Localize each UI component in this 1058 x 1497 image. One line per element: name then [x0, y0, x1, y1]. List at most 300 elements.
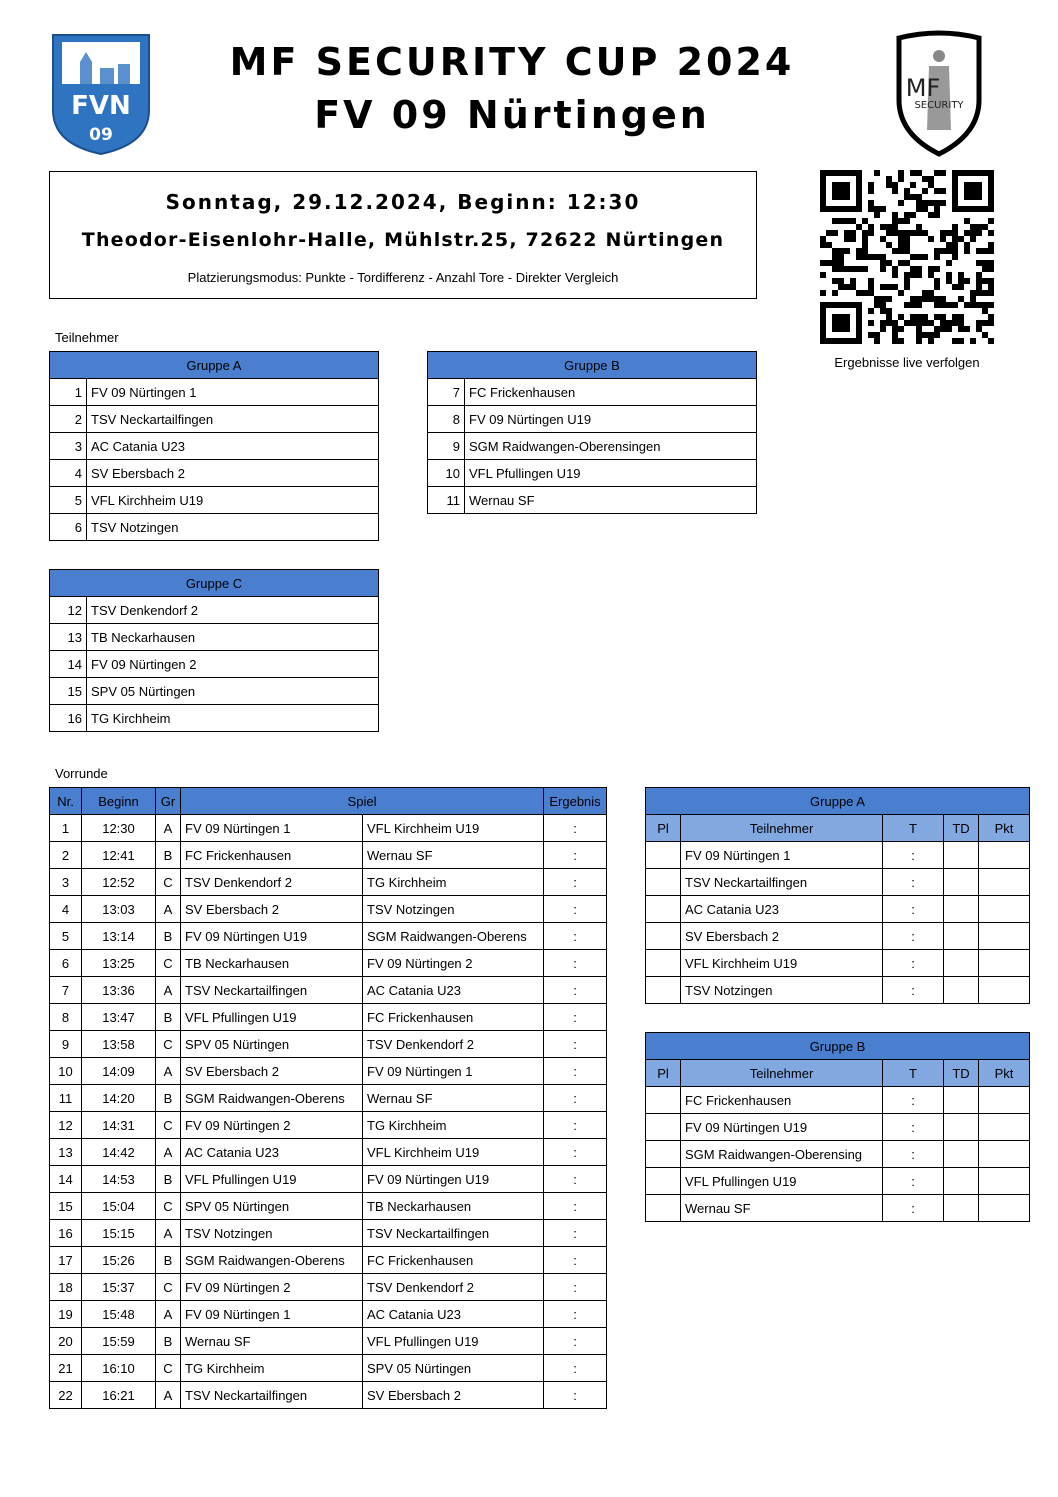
standings-row [646, 896, 1030, 923]
table-row [50, 705, 379, 732]
match-row [50, 815, 607, 842]
table-row [428, 433, 757, 460]
standings-a-header: Gruppe A [646, 788, 1030, 815]
match-row [50, 1328, 607, 1355]
match-time: 14:09 [82, 1058, 156, 1085]
team-name: FC Frickenhausen [465, 379, 757, 406]
match-time: 13:47 [82, 1004, 156, 1031]
team-name: VFL Pfullingen U19 [465, 460, 757, 487]
match-result[interactable]: : [544, 1220, 607, 1247]
vorrunde-label: Vorrunde [55, 766, 108, 781]
match-group: A [156, 1220, 181, 1247]
match-row [50, 923, 607, 950]
standings-row [646, 923, 1030, 950]
match-row [50, 950, 607, 977]
standings-pkt [979, 1168, 1030, 1195]
standings-td [944, 1141, 979, 1168]
match-away-team: SGM Raidwangen-Oberens [363, 923, 544, 950]
match-nr: 10 [50, 1058, 82, 1085]
standings-td [944, 923, 979, 950]
match-row [50, 1301, 607, 1328]
match-result[interactable]: : [544, 815, 607, 842]
col-pkt: Pkt [979, 815, 1030, 842]
match-nr: 12 [50, 1112, 82, 1139]
table-row [50, 678, 379, 705]
standings-goals: : [883, 1141, 944, 1168]
team-nr: 6 [50, 514, 87, 541]
standings-row [646, 1114, 1030, 1141]
match-home-team: FV 09 Nürtingen 2 [181, 1112, 363, 1139]
match-row [50, 1193, 607, 1220]
match-time: 15:48 [82, 1301, 156, 1328]
col-teilnehmer: Teilnehmer [681, 1060, 883, 1087]
standings-goals: : [883, 977, 944, 1004]
standings-team: TSV Notzingen [681, 977, 883, 1004]
match-nr: 1 [50, 815, 82, 842]
team-name: TB Neckarhausen [87, 624, 379, 651]
standings-goals: : [883, 896, 944, 923]
match-nr: 21 [50, 1355, 82, 1382]
standings-team: Wernau SF [681, 1195, 883, 1222]
table-row [428, 406, 757, 433]
table-row [50, 460, 379, 487]
team-name: TG Kirchheim [87, 705, 379, 732]
match-home-team: FV 09 Nürtingen 2 [181, 1274, 363, 1301]
group-b-header: Gruppe B [428, 352, 757, 379]
standings-row [646, 1141, 1030, 1168]
team-name: FV 09 Nürtingen 2 [87, 651, 379, 678]
match-time: 12:30 [82, 815, 156, 842]
team-nr: 12 [50, 597, 87, 624]
qr-caption: Ergebnisse live verfolgen [834, 355, 980, 370]
match-time: 13:25 [82, 950, 156, 977]
match-time: 15:26 [82, 1247, 156, 1274]
match-away-team: VFL Kirchheim U19 [363, 1139, 544, 1166]
standings-pkt [979, 896, 1030, 923]
match-away-team: SV Ebersbach 2 [363, 1382, 544, 1409]
standings-row [646, 1195, 1030, 1222]
table-row [50, 597, 379, 624]
match-row [50, 1274, 607, 1301]
table-row [428, 460, 757, 487]
match-home-team: TSV Notzingen [181, 1220, 363, 1247]
match-row [50, 1085, 607, 1112]
match-group: C [156, 1193, 181, 1220]
match-result[interactable]: : [544, 1058, 607, 1085]
standings-goals: : [883, 1087, 944, 1114]
match-home-team: FV 09 Nürtingen 1 [181, 815, 363, 842]
standings-td [944, 842, 979, 869]
event-date: Sonntag, 29.12.2024, Beginn: 12:30 [165, 190, 641, 214]
mf-logo-text: MF [905, 74, 941, 102]
match-away-team: Wernau SF [363, 1085, 544, 1112]
match-away-team: Wernau SF [363, 842, 544, 869]
match-row [50, 1220, 607, 1247]
team-name: FV 09 Nürtingen 1 [87, 379, 379, 406]
match-row [50, 1031, 607, 1058]
standings-group-a [645, 787, 1030, 1004]
col-spiel: Spiel [181, 788, 544, 815]
team-nr: 11 [428, 487, 465, 514]
match-away-team: SPV 05 Nürtingen [363, 1355, 544, 1382]
standings-td [944, 869, 979, 896]
match-away-team: FV 09 Nürtingen U19 [363, 1166, 544, 1193]
match-schedule-table [49, 787, 607, 1409]
match-nr: 20 [50, 1328, 82, 1355]
table-row [50, 487, 379, 514]
standings-pkt [979, 1141, 1030, 1168]
standings-pl [646, 977, 681, 1004]
match-row [50, 1004, 607, 1031]
match-home-team: SPV 05 Nürtingen [181, 1193, 363, 1220]
match-result[interactable]: : [544, 977, 607, 1004]
team-nr: 3 [50, 433, 87, 460]
standings-group-b [645, 1032, 1030, 1222]
standings-pkt [979, 842, 1030, 869]
match-group: B [156, 1004, 181, 1031]
group-a-header: Gruppe A [50, 352, 379, 379]
match-result[interactable]: : [544, 1139, 607, 1166]
match-nr: 8 [50, 1004, 82, 1031]
match-nr: 18 [50, 1274, 82, 1301]
participants-label: Teilnehmer [55, 330, 119, 345]
match-result[interactable]: : [544, 923, 607, 950]
standings-pl [646, 1195, 681, 1222]
match-time: 12:41 [82, 842, 156, 869]
match-home-team: TSV Neckartailfingen [181, 1382, 363, 1409]
table-row [428, 487, 757, 514]
standings-pkt [979, 923, 1030, 950]
match-home-team: FV 09 Nürtingen U19 [181, 923, 363, 950]
match-nr: 15 [50, 1193, 82, 1220]
match-nr: 9 [50, 1031, 82, 1058]
standings-row [646, 977, 1030, 1004]
standings-td [944, 1114, 979, 1141]
match-home-team: SV Ebersbach 2 [181, 896, 363, 923]
match-nr: 4 [50, 896, 82, 923]
match-nr: 2 [50, 842, 82, 869]
standings-pkt [979, 1087, 1030, 1114]
table-row [50, 379, 379, 406]
match-group: B [156, 842, 181, 869]
participants-group-b [427, 351, 757, 514]
team-name: VFL Kirchheim U19 [87, 487, 379, 514]
event-venue: Theodor-Eisenlohr-Halle, Mühlstr.25, 72622 Nürtingen [81, 229, 725, 251]
standings-pl [646, 869, 681, 896]
standings-goals: : [883, 923, 944, 950]
col-pl: Pl [646, 815, 681, 842]
match-home-team: AC Catania U23 [181, 1139, 363, 1166]
standings-goals: : [883, 950, 944, 977]
event-info-box [49, 171, 757, 299]
match-row [50, 1058, 607, 1085]
match-home-team: SV Ebersbach 2 [181, 1058, 363, 1085]
match-result[interactable]: : [544, 1085, 607, 1112]
group-c-header: Gruppe C [50, 570, 379, 597]
mf-security-shield-icon [893, 30, 985, 158]
match-group: C [156, 1274, 181, 1301]
match-nr: 11 [50, 1085, 82, 1112]
match-group: A [156, 815, 181, 842]
col-td: TD [944, 1060, 979, 1087]
match-group: A [156, 1382, 181, 1409]
match-group: A [156, 1139, 181, 1166]
standings-pl [646, 842, 681, 869]
match-home-team: SGM Raidwangen-Oberens [181, 1085, 363, 1112]
standings-goals: : [883, 1114, 944, 1141]
standings-pl [646, 1168, 681, 1195]
match-away-team: TSV Notzingen [363, 896, 544, 923]
match-row [50, 869, 607, 896]
team-name: TSV Neckartailfingen [87, 406, 379, 433]
table-row [428, 379, 757, 406]
table-row [50, 433, 379, 460]
standings-pl [646, 896, 681, 923]
match-row [50, 1382, 607, 1409]
match-nr: 17 [50, 1247, 82, 1274]
match-home-team: SPV 05 Nürtingen [181, 1031, 363, 1058]
match-result[interactable]: : [544, 842, 607, 869]
match-home-team: TG Kirchheim [181, 1355, 363, 1382]
match-away-team: TB Neckarhausen [363, 1193, 544, 1220]
fvn-logo-number: 09 [89, 125, 113, 145]
match-row [50, 1112, 607, 1139]
match-row [50, 842, 607, 869]
standings-td [944, 1195, 979, 1222]
match-result[interactable]: : [544, 1031, 607, 1058]
match-result[interactable]: : [544, 1112, 607, 1139]
match-time: 14:53 [82, 1166, 156, 1193]
standings-b-header: Gruppe B [646, 1033, 1030, 1060]
col-t: T [883, 815, 944, 842]
standings-pkt [979, 1195, 1030, 1222]
match-away-team: TSV Neckartailfingen [363, 1220, 544, 1247]
table-row [50, 406, 379, 433]
standings-row [646, 869, 1030, 896]
match-home-team: TSV Denkendorf 2 [181, 869, 363, 896]
standings-team: TSV Neckartailfingen [681, 869, 883, 896]
col-td: TD [944, 815, 979, 842]
standings-td [944, 896, 979, 923]
standings-pl [646, 1141, 681, 1168]
team-name: TSV Denkendorf 2 [87, 597, 379, 624]
match-nr: 16 [50, 1220, 82, 1247]
match-row [50, 896, 607, 923]
match-time: 13:14 [82, 923, 156, 950]
match-home-team: SGM Raidwangen-Oberens [181, 1247, 363, 1274]
team-name: SV Ebersbach 2 [87, 460, 379, 487]
match-group: A [156, 1058, 181, 1085]
match-group: B [156, 1085, 181, 1112]
standings-pkt [979, 950, 1030, 977]
match-nr: 3 [50, 869, 82, 896]
match-away-team: FC Frickenhausen [363, 1247, 544, 1274]
col-pl: Pl [646, 1060, 681, 1087]
match-nr: 13 [50, 1139, 82, 1166]
match-away-team: AC Catania U23 [363, 1301, 544, 1328]
standings-td [944, 1087, 979, 1114]
match-time: 14:31 [82, 1112, 156, 1139]
team-nr: 15 [50, 678, 87, 705]
table-row [50, 624, 379, 651]
standings-team: SGM Raidwangen-Oberensing [681, 1141, 883, 1168]
team-nr: 10 [428, 460, 465, 487]
standings-goals: : [883, 1195, 944, 1222]
standings-row [646, 1168, 1030, 1195]
match-row [50, 977, 607, 1004]
match-time: 14:20 [82, 1085, 156, 1112]
match-home-team: VFL Pfullingen U19 [181, 1166, 363, 1193]
standings-team: FV 09 Nürtingen U19 [681, 1114, 883, 1141]
standings-row [646, 842, 1030, 869]
team-nr: 9 [428, 433, 465, 460]
match-away-team: FV 09 Nürtingen 1 [363, 1058, 544, 1085]
match-group: C [156, 869, 181, 896]
match-away-team: TG Kirchheim [363, 869, 544, 896]
match-time: 15:59 [82, 1328, 156, 1355]
col-ergebnis: Ergebnis [544, 788, 607, 815]
qr-code-icon[interactable] [820, 170, 994, 344]
participants-group-c [49, 569, 379, 732]
col-teilnehmer: Teilnehmer [681, 815, 883, 842]
standings-pl [646, 1114, 681, 1141]
col-nr: Nr. [50, 788, 82, 815]
match-group: A [156, 977, 181, 1004]
match-nr: 22 [50, 1382, 82, 1409]
match-result[interactable]: : [544, 1328, 607, 1355]
team-name: FV 09 Nürtingen U19 [465, 406, 757, 433]
standings-goals: : [883, 869, 944, 896]
match-result[interactable]: : [544, 1004, 607, 1031]
match-nr: 14 [50, 1166, 82, 1193]
participants-group-a [49, 351, 379, 541]
match-result[interactable]: : [544, 1166, 607, 1193]
match-time: 12:52 [82, 869, 156, 896]
match-result[interactable]: : [544, 1193, 607, 1220]
match-time: 13:36 [82, 977, 156, 1004]
mf-logo-sub: SECURITY [914, 100, 964, 111]
match-time: 14:42 [82, 1139, 156, 1166]
match-home-team: FC Frickenhausen [181, 842, 363, 869]
team-name: SPV 05 Nürtingen [87, 678, 379, 705]
match-away-team: FV 09 Nürtingen 2 [363, 950, 544, 977]
standings-row [646, 1087, 1030, 1114]
team-nr: 14 [50, 651, 87, 678]
match-away-team: TG Kirchheim [363, 1112, 544, 1139]
standings-td [944, 977, 979, 1004]
match-row [50, 1139, 607, 1166]
match-time: 15:04 [82, 1193, 156, 1220]
match-away-team: AC Catania U23 [363, 977, 544, 1004]
standings-team: VFL Kirchheim U19 [681, 950, 883, 977]
match-result[interactable]: : [544, 896, 607, 923]
standings-pkt [979, 977, 1030, 1004]
standings-goals: : [883, 1168, 944, 1195]
match-group: C [156, 950, 181, 977]
col-beginn: Beginn [82, 788, 156, 815]
match-group: C [156, 1031, 181, 1058]
col-pkt: Pkt [979, 1060, 1030, 1087]
match-nr: 6 [50, 950, 82, 977]
match-result[interactable]: : [544, 950, 607, 977]
team-name: TSV Notzingen [87, 514, 379, 541]
match-group: B [156, 1166, 181, 1193]
match-result[interactable]: : [544, 1301, 607, 1328]
match-row [50, 1247, 607, 1274]
standings-team: FC Frickenhausen [681, 1087, 883, 1114]
page-title: MF SECURITY CUP 2024 [229, 40, 795, 84]
team-nr: 4 [50, 460, 87, 487]
match-result[interactable]: : [544, 1355, 607, 1382]
standings-pl [646, 1087, 681, 1114]
team-nr: 7 [428, 379, 465, 406]
team-nr: 16 [50, 705, 87, 732]
match-time: 16:10 [82, 1355, 156, 1382]
standings-pkt [979, 869, 1030, 896]
col-gr: Gr [156, 788, 181, 815]
match-nr: 5 [50, 923, 82, 950]
team-name: AC Catania U23 [87, 433, 379, 460]
standings-team: AC Catania U23 [681, 896, 883, 923]
team-nr: 1 [50, 379, 87, 406]
match-home-team: FV 09 Nürtingen 1 [181, 1301, 363, 1328]
match-group: B [156, 1247, 181, 1274]
match-group: B [156, 1328, 181, 1355]
match-time: 15:37 [82, 1274, 156, 1301]
standings-td [944, 1168, 979, 1195]
match-row [50, 1166, 607, 1193]
standings-pkt [979, 1114, 1030, 1141]
standings-team: VFL Pfullingen U19 [681, 1168, 883, 1195]
match-row [50, 1355, 607, 1382]
ranking-mode: Platzierungsmodus: Punkte - Tordifferenz - Anzahl Tore - Direkter Vergleich [187, 270, 619, 285]
table-row [50, 651, 379, 678]
match-away-team: VFL Pfullingen U19 [363, 1328, 544, 1355]
match-group: C [156, 1355, 181, 1382]
fvn-club-crest-icon [50, 32, 152, 156]
match-home-team: TSV Neckartailfingen [181, 977, 363, 1004]
team-name: Wernau SF [465, 487, 757, 514]
match-away-team: TSV Denkendorf 2 [363, 1274, 544, 1301]
team-nr: 13 [50, 624, 87, 651]
standings-pl [646, 923, 681, 950]
page-subtitle: FV 09 Nürtingen [314, 93, 710, 137]
standings-row [646, 950, 1030, 977]
match-result[interactable]: : [544, 1247, 607, 1274]
col-t: T [883, 1060, 944, 1087]
match-time: 15:15 [82, 1220, 156, 1247]
table-row [50, 514, 379, 541]
team-nr: 8 [428, 406, 465, 433]
match-result[interactable]: : [544, 1274, 607, 1301]
fvn-logo-text: FVN [71, 91, 131, 121]
standings-pl [646, 950, 681, 977]
standings-goals: : [883, 842, 944, 869]
standings-team: SV Ebersbach 2 [681, 923, 883, 950]
match-result[interactable]: : [544, 1382, 607, 1409]
team-nr: 5 [50, 487, 87, 514]
match-result[interactable]: : [544, 869, 607, 896]
match-home-team: TB Neckarhausen [181, 950, 363, 977]
match-nr: 19 [50, 1301, 82, 1328]
match-away-team: TSV Denkendorf 2 [363, 1031, 544, 1058]
standings-team: FV 09 Nürtingen 1 [681, 842, 883, 869]
match-group: A [156, 1301, 181, 1328]
standings-td [944, 950, 979, 977]
team-name: SGM Raidwangen-Oberensingen [465, 433, 757, 460]
team-nr: 2 [50, 406, 87, 433]
match-home-team: VFL Pfullingen U19 [181, 1004, 363, 1031]
